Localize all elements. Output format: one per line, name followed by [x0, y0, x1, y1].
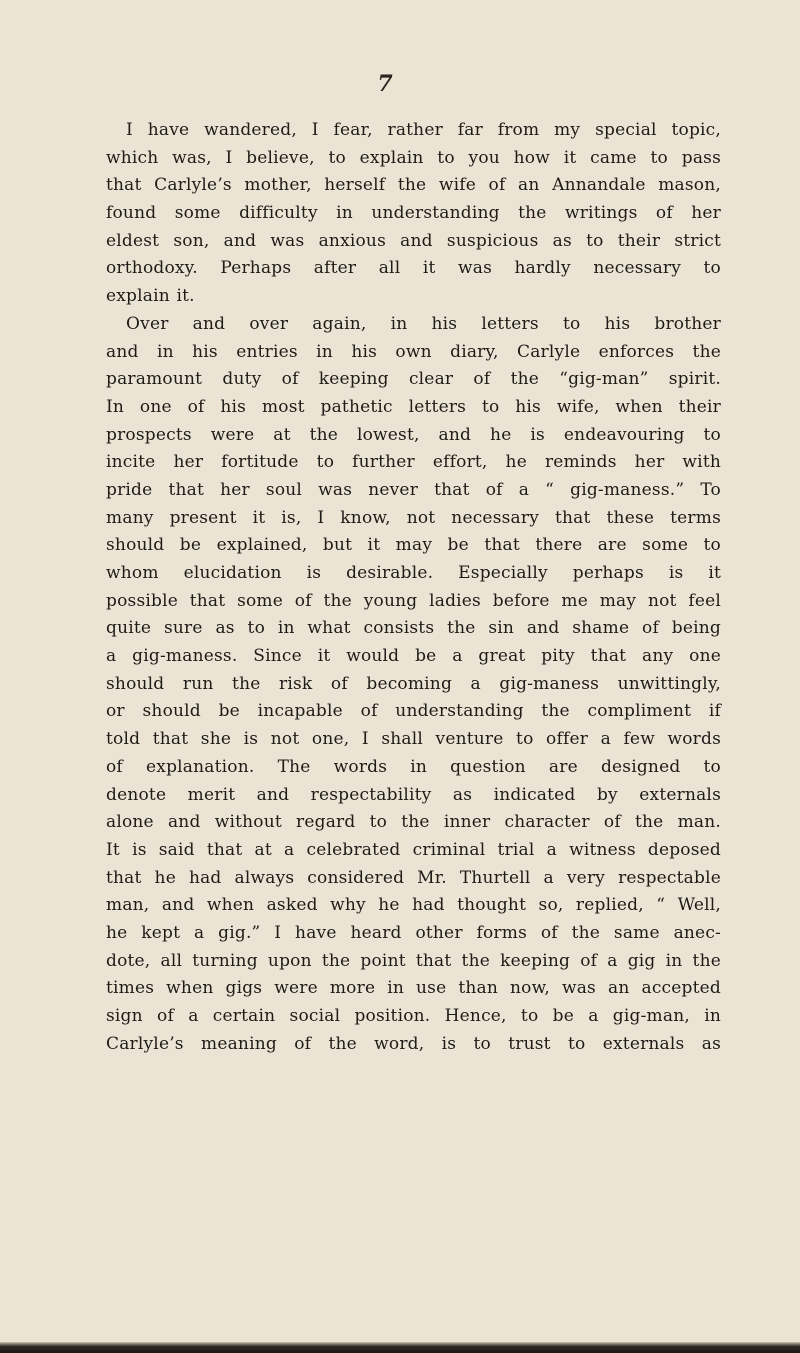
- text-line: possible that some of the young ladies before me may not feel: [106, 590, 721, 611]
- text-line: or should be incapable of understanding the compliment if: [106, 701, 721, 722]
- text-line: quite sure as to in what consists the sin and shame of being: [106, 618, 721, 639]
- page-bottom-edge: [0, 1342, 800, 1353]
- text-line: Carlyle’s meaning of the word, is to trust to externals as: [106, 1033, 721, 1054]
- text-line: sign of a certain social position. Hence, to be a gig-man, in: [106, 1006, 721, 1026]
- text-line: he kept a gig.” I have heard other forms of the same anec-: [106, 922, 721, 943]
- text-line: found some difficulty in understanding the writings of her: [106, 203, 721, 224]
- text-line: orthodoxy. Perhaps after all it was hardly necessary to: [106, 258, 721, 279]
- text-line: that Carlyle’s mother, herself the wife of an Annandale mason,: [106, 175, 721, 196]
- text-line: paramount duty of keeping clear of the “gig-man” spirit.: [106, 369, 721, 390]
- text-line: prospects were at the lowest, and he is endeavouring to: [106, 424, 721, 445]
- page-number: 7: [377, 71, 393, 97]
- text-line: eldest son, and was anxious and suspicious as to their strict: [106, 230, 721, 251]
- page-text: [106, 117, 721, 1058]
- text-line: Over and over again, in his letters to his brother: [126, 313, 721, 334]
- text-line: should run the risk of becoming a gig-maness unwittingly,: [106, 673, 721, 694]
- text-line: It is said that at a celebrated criminal trial a witness deposed: [106, 839, 721, 860]
- text-line: dote, all turning upon the point that the keeping of a gig in the: [106, 950, 721, 971]
- text-line: man, and when asked why he had thought so, replied, “ Well,: [106, 895, 721, 916]
- text-line: which was, I believe, to explain to you how it came to pass: [106, 147, 721, 168]
- text-line: I have wandered, I fear, rather far from my special topic,: [126, 120, 721, 140]
- text-line: incite her fortitude to further effort, he reminds her with: [106, 452, 721, 473]
- text-line: told that she is not one, I shall venture to offer a few words: [106, 729, 721, 750]
- text-line: alone and without regard to the inner character of the man.: [106, 812, 721, 833]
- text-line: should be explained, but it may be that there are some to: [106, 535, 721, 556]
- text-line: that he had always considered Mr. Thurtell a very respectable: [106, 867, 721, 888]
- text-line: times when gigs were more in use than now, was an accepted: [106, 978, 721, 999]
- text-line: a gig-maness. Since it would be a great pity that any one: [106, 646, 721, 667]
- text-line: pride that her soul was never that of a “ gig-maness.” To: [106, 479, 721, 500]
- text-line: and in his entries in his own diary, Carlyle enforces the: [106, 341, 721, 362]
- text-line: In one of his most pathetic letters to his wife, when their: [106, 396, 721, 417]
- text-line: denote merit and respectability as indicated by externals: [106, 784, 721, 805]
- text-line: many present it is, I know, not necessary that these terms: [106, 507, 721, 528]
- text-line: of explanation. The words in question are designed to: [106, 756, 721, 777]
- text-line: whom elucidation is desirable. Especially perhaps is it: [106, 563, 721, 583]
- text-line: explain it.: [106, 286, 195, 307]
